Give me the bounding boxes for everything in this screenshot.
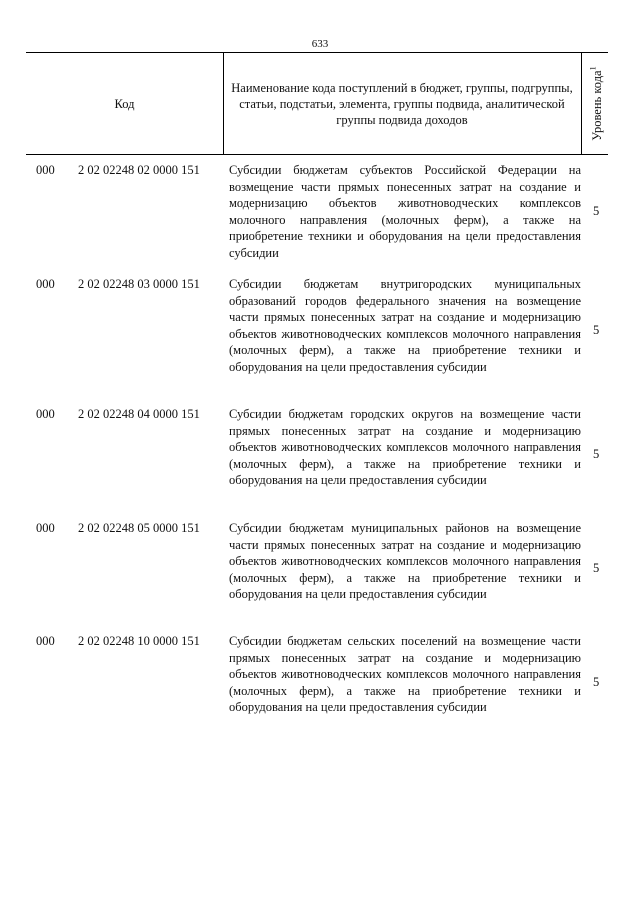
row-prefix: 000 <box>36 634 55 648</box>
row-prefix: 000 <box>36 277 55 291</box>
row-level: 5 <box>593 323 600 337</box>
page-number: 633 <box>311 38 329 50</box>
row-level: 5 <box>593 675 600 689</box>
name-column-header: Наименование кода поступлений в бюджет, группы, подгруппы, статьи, подстатьи, элемента, группы подвида, аналитической группы подвида доходов <box>223 53 582 154</box>
row-code: 2 02 02248 05 0000 151 <box>78 521 200 535</box>
row-name: Субсидии бюджетам городских округов на возмещение части прямых понесенных затрат на создание и модернизацию объектов животноводческих комплексов молочного направления (молочных ферм), а также на приобретение техники и оборудования на цели предоставления субсидии <box>229 407 581 487</box>
row-name: Субсидии бюджетам внутригородских муниципальных образований городов федерального значения на возмещение части прямых понесенных затрат на создание и модернизацию объектов животноводческих комплексов молочного направления (молочных ферм), а также на приобретение техники и оборудования на цели предоставления субсидии <box>229 277 581 374</box>
row-name: Субсидии бюджетам муниципальных районов на возмещение части прямых понесенных затрат на создание и модернизацию объектов животноводческих комплексов молочного направления (молочных ферм), а также на приобретение техники и оборудования на цели предоставления субсидии <box>229 521 581 601</box>
code-column-header: Код <box>26 53 224 154</box>
row-level: 5 <box>593 204 600 218</box>
level-column-header <box>582 53 608 154</box>
row-level: 5 <box>593 447 600 461</box>
row-prefix: 000 <box>36 407 55 421</box>
row-level: 5 <box>593 561 600 575</box>
level-header-label: Уровень кода <box>589 70 604 141</box>
row-code: 2 02 02248 04 0000 151 <box>78 407 200 421</box>
level-footnote-marker: 1 <box>588 66 598 71</box>
row-code: 2 02 02248 10 0000 151 <box>78 634 200 648</box>
row-name: Субсидии бюджетам субъектов Российской Федерации на возмещение части прямых понесенных затрат на создание и модернизацию объектов животноводческих комплексов молочного направления (молочных ферм), а также на приобретение техники и оборудования на цели предоставления субсидии <box>229 163 581 260</box>
row-code: 2 02 02248 02 0000 151 <box>78 163 200 177</box>
row-code: 2 02 02248 03 0000 151 <box>78 277 200 291</box>
table-header <box>26 52 608 155</box>
row-name: Субсидии бюджетам сельских поселений на возмещение части прямых понесенных затрат на создание и модернизацию объектов животноводческих комплексов молочного направления (молочных ферм), а также на приобретение техники и оборудования на цели предоставления субсидии <box>229 634 581 714</box>
row-prefix: 000 <box>36 163 55 177</box>
row-prefix: 000 <box>36 521 55 535</box>
